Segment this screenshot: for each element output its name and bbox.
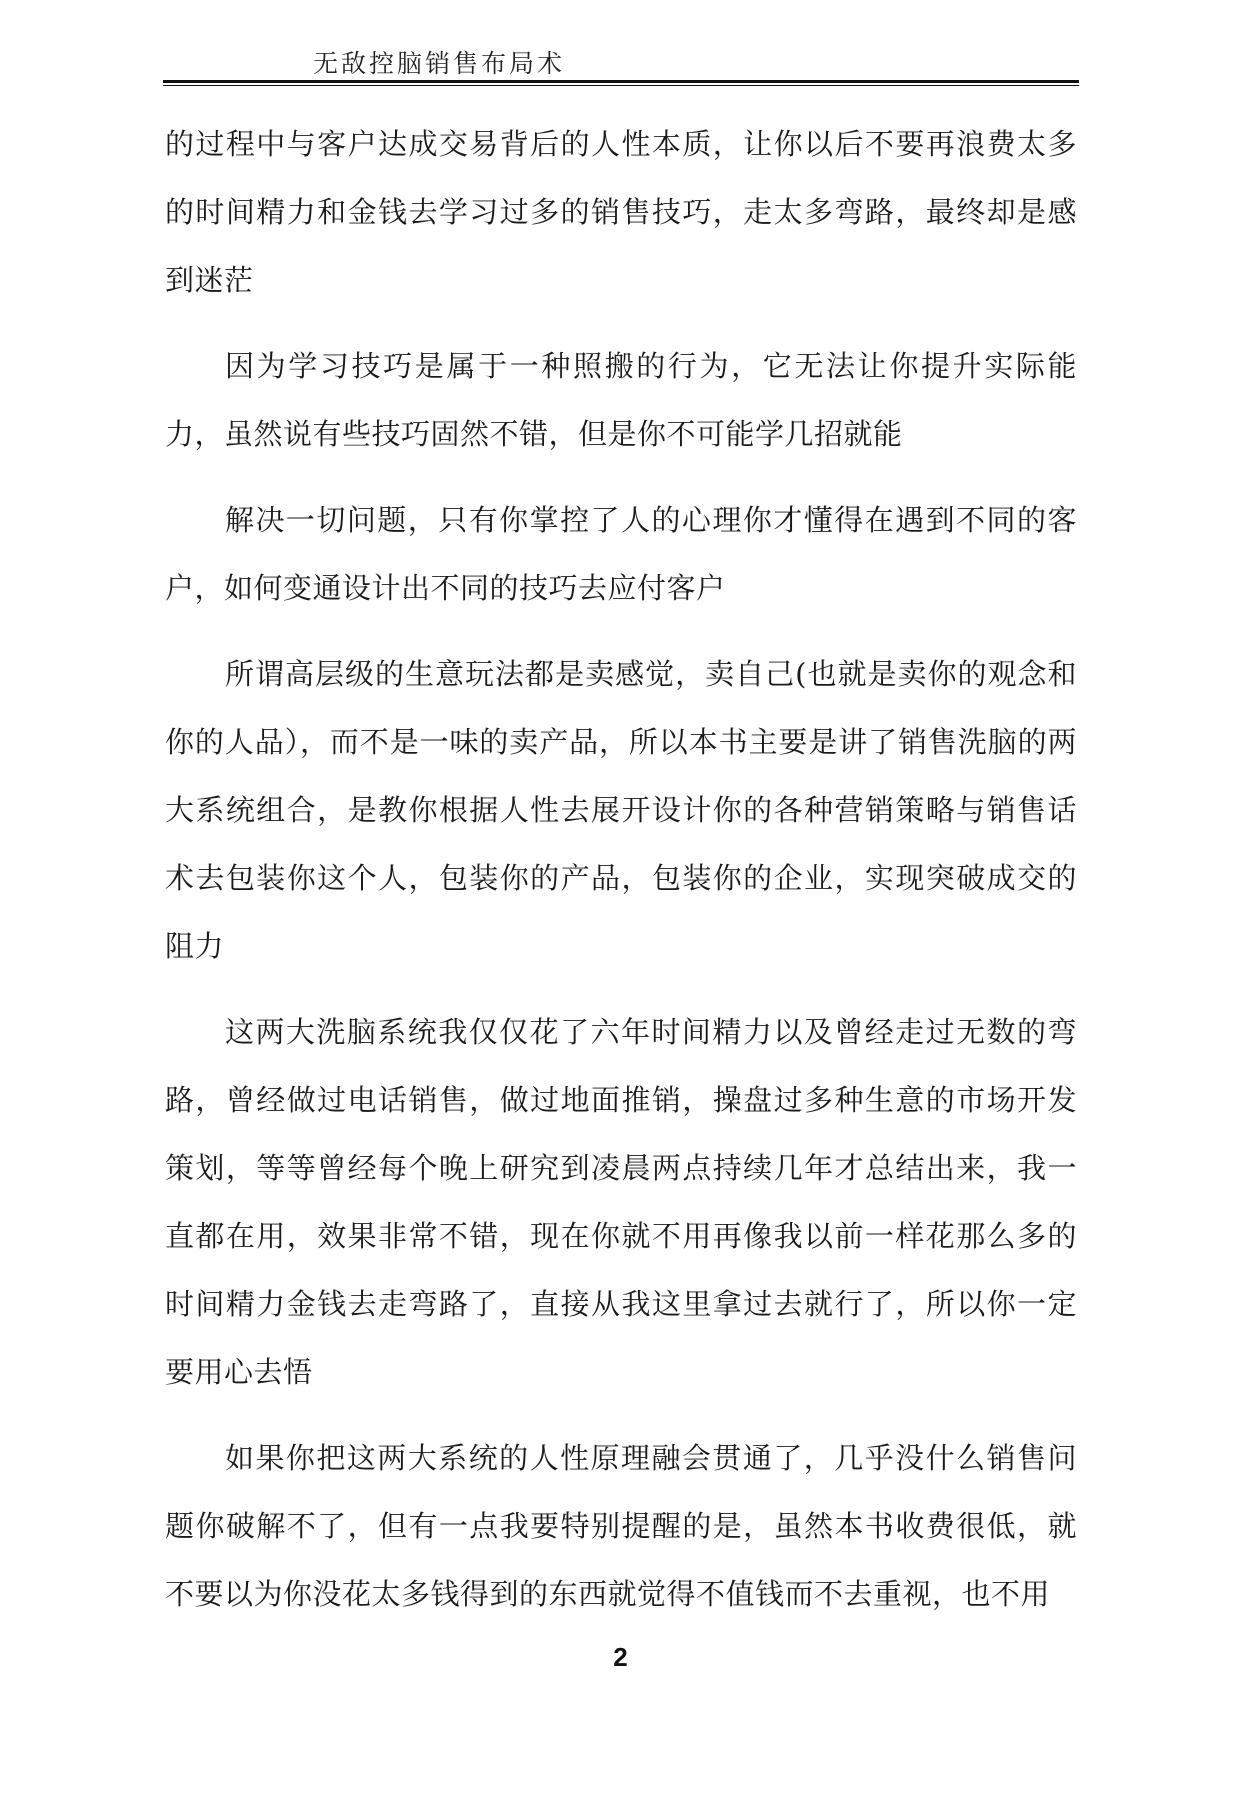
page-number: 2 — [613, 1642, 628, 1672]
page-header — [163, 44, 1079, 84]
paragraph-5: 这两大洗脑系统我仅仅花了六年时间精力以及曾经走过无数的弯路，曾经做过电话销售，做过地面推销，操盘过多种生意的市场开发策划，等等曾经每个晚上研究到凌晨两点持续几年才总结出来，我一直都在用，效果非常不错，现在你就不用再像我以前一样花那么多的时间精力金钱去走弯路了，直接从我这里拿过去就行了，所以你一定要用心去悟 — [165, 1015, 1077, 1389]
header-title: 无敌控脑销售布局术 — [313, 49, 566, 78]
paragraph-6: 如果你把这两大系统的人性原理融会贯通了，几乎没什么销售问题你破解不了，但有一点我要特别提醒的是，虽然本书收费很低，就不要以为你没花太多钱得到的东西就觉得不值钱而不去重视，也不用 — [165, 1441, 1077, 1611]
paragraph-1: 的过程中与客户达成交易背后的人性本质，让你以后不要再浪费太多的时间精力和金钱去学习过多的销售技巧，走太多弯路，最终却是感到迷茫 — [165, 127, 1077, 297]
paragraph-3: 解决一切问题，只有你掌控了人的心理你才懂得在遇到不同的客户，如何变通设计出不同的技巧去应付客户 — [165, 503, 1077, 605]
header-rule — [163, 80, 1079, 83]
paragraph-4: 所谓高层级的生意玩法都是卖感觉，卖自己(也就是卖你的观念和你的人品），而不是一味的卖产品，所以本书主要是讲了销售洗脑的两大系统组合，是教你根据人性去展开设计你的各种营销策略与销售话术去包装你这个人，包装你的产品，包装你的企业，实现突破成交的阻力 — [165, 657, 1077, 963]
page-body — [165, 110, 1077, 1628]
header-rule-thin — [163, 85, 1079, 86]
paragraph-2: 因为学习技巧是属于一种照搬的行为，它无法让你提升实际能力，虽然说有些技巧固然不错，但是你不可能学几招就能 — [165, 349, 1077, 451]
